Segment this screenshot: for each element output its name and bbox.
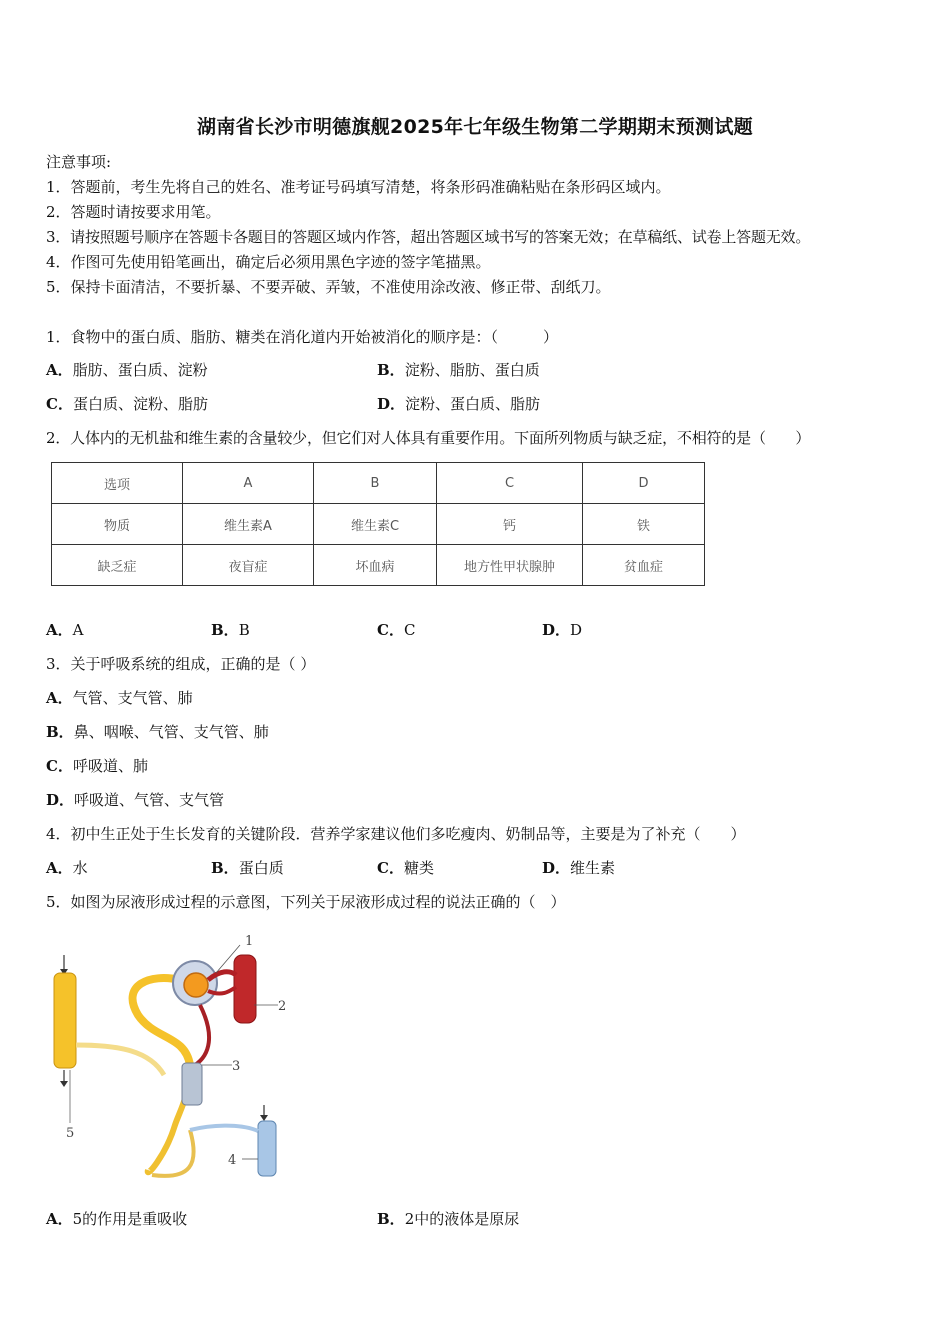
- question-4-stem: 4．初中生正处于生长发育的关键阶段．营养学家建议他们多吃瘦肉、奶制品等，主要是为了补充（ ）: [46, 825, 746, 843]
- notice-item: 4．作图可先使用铅笔画出，确定后必须用黑色字迹的签字笔描黑。: [46, 253, 491, 271]
- notice-item: 1．答题前，考生先将自己的姓名、准考证号码填写清楚，将条形码准确粘贴在条形码区域内。: [46, 178, 671, 196]
- table-cell: 维生素C: [314, 504, 437, 545]
- question-2-stem: 2．人体内的无机盐和维生素的含量较少，但它们对人体具有重要作用。下面所列物质与缺乏症，不相符的是（ ）: [46, 429, 811, 447]
- q4-option-d[interactable]: D．维生素: [542, 859, 616, 877]
- q1-option-d[interactable]: D．淀粉、蛋白质、脂肪: [377, 395, 541, 413]
- table-cell: 夜盲症: [183, 545, 314, 586]
- table-cell: 贫血症: [583, 545, 705, 586]
- table-cell: 选项: [52, 463, 183, 504]
- figure-label-2: 2: [278, 999, 287, 1014]
- table-row: [52, 545, 705, 586]
- q4-option-b[interactable]: B．蛋白质: [211, 859, 284, 877]
- notice-item: 3．请按照题号顺序在答题卡各题目的答题区域内作答，超出答题区域书写的答案无效；在草稿纸、试卷上答题无效。: [46, 228, 811, 246]
- q2-option-c[interactable]: C．C: [377, 621, 416, 639]
- question-1-stem: 1．食物中的蛋白质、脂肪、糖类在消化道内开始被消化的顺序是：（ ）: [46, 328, 559, 346]
- nephron-diagram: [40, 925, 300, 1185]
- table-cell: D: [583, 463, 705, 504]
- glomerulus: [184, 973, 208, 997]
- table-cell: 物质: [52, 504, 183, 545]
- renal-tubule-3: [182, 1063, 202, 1105]
- question-3-stem: 3．关于呼吸系统的组成，正确的是（ ）: [46, 655, 316, 673]
- q4-option-a[interactable]: A．水: [46, 859, 88, 877]
- table-cell: 坏血病: [314, 545, 437, 586]
- q5-option-a[interactable]: A．5的作用是重吸收: [46, 1210, 188, 1228]
- table-cell: A: [183, 463, 314, 504]
- table-cell: B: [314, 463, 437, 504]
- figure-label-4: 4: [228, 1153, 237, 1168]
- q3-option-d[interactable]: D．呼吸道、气管、支气管: [46, 791, 225, 809]
- notice-item: 2．答题时请按要求用笔。: [46, 203, 221, 221]
- q1-option-a[interactable]: A．脂肪、蛋白质、淀粉: [46, 361, 208, 379]
- figure-label-1: 1: [245, 934, 254, 949]
- table-cell: 缺乏症: [52, 545, 183, 586]
- figure-label-3: 3: [232, 1059, 241, 1074]
- table-row: [52, 463, 705, 504]
- table-cell: 铁: [583, 504, 705, 545]
- q2-table: [51, 462, 705, 586]
- collecting-tube-5: [54, 973, 76, 1068]
- table-cell: 地方性甲状腺肿: [437, 545, 583, 586]
- q5-option-b[interactable]: B．2中的液体是原尿: [377, 1210, 520, 1228]
- notice-heading: 注意事项:: [46, 153, 112, 171]
- notice-item: 5．保持卡面清洁，不要折暴、不要弄破、弄皱，不准使用涂改液、修正带、刮纸刀。: [46, 278, 611, 296]
- table-row: [52, 504, 705, 545]
- q1-option-c[interactable]: C．蛋白质、淀粉、脂肪: [46, 395, 208, 413]
- table-cell: 维生素A: [183, 504, 314, 545]
- figure-label-5: 5: [66, 1126, 75, 1141]
- q4-option-c[interactable]: C．糖类: [377, 859, 434, 877]
- q3-option-c[interactable]: C．呼吸道、肺: [46, 757, 148, 775]
- q2-option-a[interactable]: A．A: [46, 621, 84, 639]
- page-title: 湖南省长沙市明德旗舰2025年七年级生物第二学期期末预测试题: [197, 116, 753, 138]
- blood-vessel-4: [258, 1121, 276, 1176]
- q3-option-a[interactable]: A．气管、支气管、肺: [46, 689, 193, 707]
- q2-option-b[interactable]: B．B: [211, 621, 250, 639]
- table-cell: 钙: [437, 504, 583, 545]
- q2-option-d[interactable]: D．D: [542, 621, 583, 639]
- table-cell: C: [437, 463, 583, 504]
- blood-vessel-2: [234, 955, 256, 1023]
- q3-option-b[interactable]: B．鼻、咽喉、气管、支气管、肺: [46, 723, 269, 741]
- question-5-stem: 5．如图为尿液形成过程的示意图，下列关于尿液形成过程的说法正确的（ ）: [46, 893, 566, 911]
- q1-option-b[interactable]: B．淀粉、脂肪、蛋白质: [377, 361, 540, 379]
